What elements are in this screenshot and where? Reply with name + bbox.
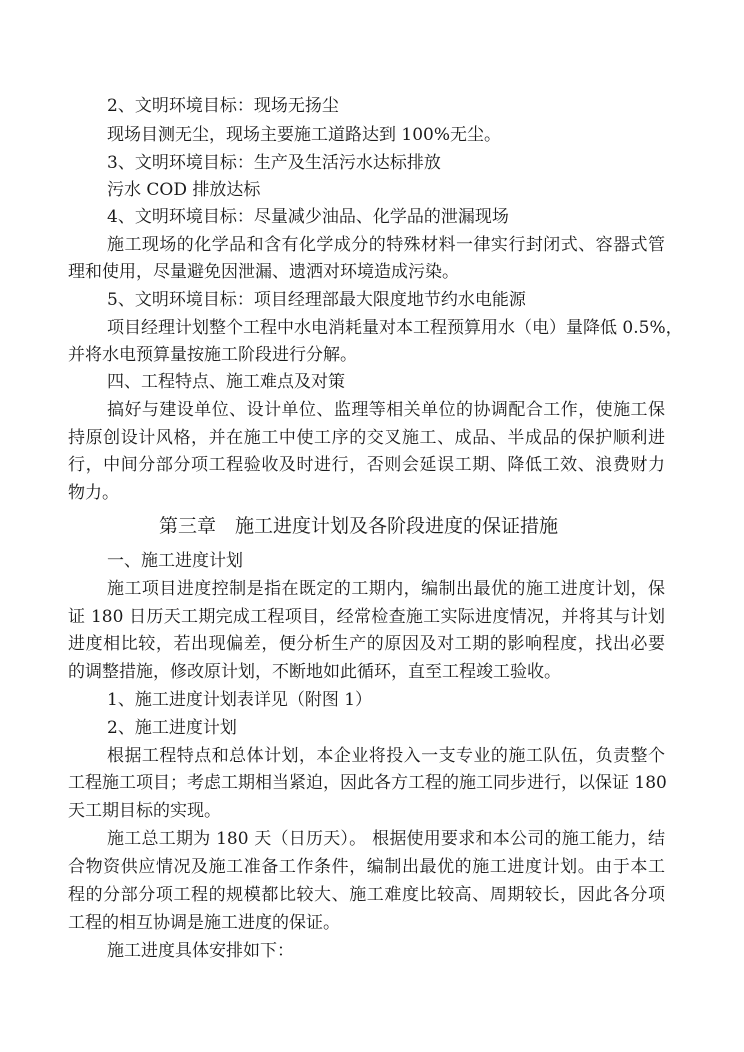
- text-line: 搞好与建设单位、设计单位、监理等相关单位的协调配合工作，使施工保: [107, 400, 665, 420]
- text-line: 现场目测无尘，现场主要施工道路达到 100%无尘。: [107, 125, 502, 145]
- text-line: 2、施工进度计划: [107, 718, 237, 738]
- text-line: 程的分部分项工程的规模都比较大、施工难度比较高、周期较长，因此各分项: [68, 885, 665, 905]
- text-line: 物力。: [68, 483, 119, 503]
- text-line: 施工现场的化学品和含有化学成分的特殊材料一律实行封闭式、容器式管: [107, 235, 665, 255]
- text-line: 1、施工进度计划表详见（附图 1）: [107, 690, 373, 710]
- section-heading: 一、施工进度计划: [107, 551, 243, 571]
- text-line: 3、文明环境目标：生产及生活污水达标排放: [107, 153, 441, 173]
- text-line: 污水 COD 排放达标: [107, 180, 261, 200]
- text-line: 证 180 日历天工期完成工程项目，经常检查施工实际进度情况，并将其与计划: [68, 607, 665, 627]
- text-line: 进度相比较，若出现偏差，便分析生产的原因及对工期的影响程度，找出必要: [68, 634, 665, 654]
- text-line: 天工期目标的实现。: [68, 801, 221, 821]
- text-line: 施工进度具体安排如下：: [107, 941, 294, 961]
- text-line: 施工总工期为 180 天（日历天）。 根据使用要求和本公司的施工能力，结: [107, 829, 665, 849]
- text-line: 根据工程特点和总体计划，本企业将投入一支专业的施工队伍，负责整个: [107, 746, 665, 766]
- text-line: 并将水电预算量按施工阶段进行分解。: [68, 345, 357, 365]
- text-line: 项目经理计划整个工程中水电消耗量对本工程预算用水（电）量降低 0.5%，: [107, 318, 683, 338]
- text-line: 4、文明环境目标：尽量减少油品、化学品的泄漏现场: [107, 207, 509, 227]
- text-line: 的调整措施，修改原计划，不断地如此循环，直至工程竣工验收。: [68, 662, 561, 682]
- text-line: 持原创设计风格，并在施工中使工序的交叉施工、成品、半成品的保护顺利进: [68, 428, 665, 448]
- text-line: 施工项目进度控制是指在既定的工期内，编制出最优的施工进度计划，保: [107, 579, 665, 599]
- text-line: 行，中间分部分项工程验收及时进行，否则会延误工期、降低工效、浪费财力: [68, 455, 665, 475]
- text-line: 5、文明环境目标：项目经理部最大限度地节约水电能源: [107, 290, 526, 310]
- text-line: 工程的相互协调是施工进度的保证。: [68, 913, 340, 933]
- text-line: 工程施工项目；考虑工期相当紧迫，因此各方工程的施工同步进行，以保证 180: [68, 773, 667, 793]
- section-heading: 四、工程特点、施工难点及对策: [107, 372, 345, 392]
- chapter-title: 第三章 施工进度计划及各阶段进度的保证措施: [159, 515, 559, 537]
- text-line: 合物资供应情况及施工准备工作条件，编制出最优的施工进度计划。由于本工: [68, 857, 665, 877]
- text-line: 理和使用，尽量避免因泄漏、遗洒对环境造成污染。: [68, 262, 459, 282]
- text-line: 2、文明环境目标：现场无扬尘: [107, 96, 339, 116]
